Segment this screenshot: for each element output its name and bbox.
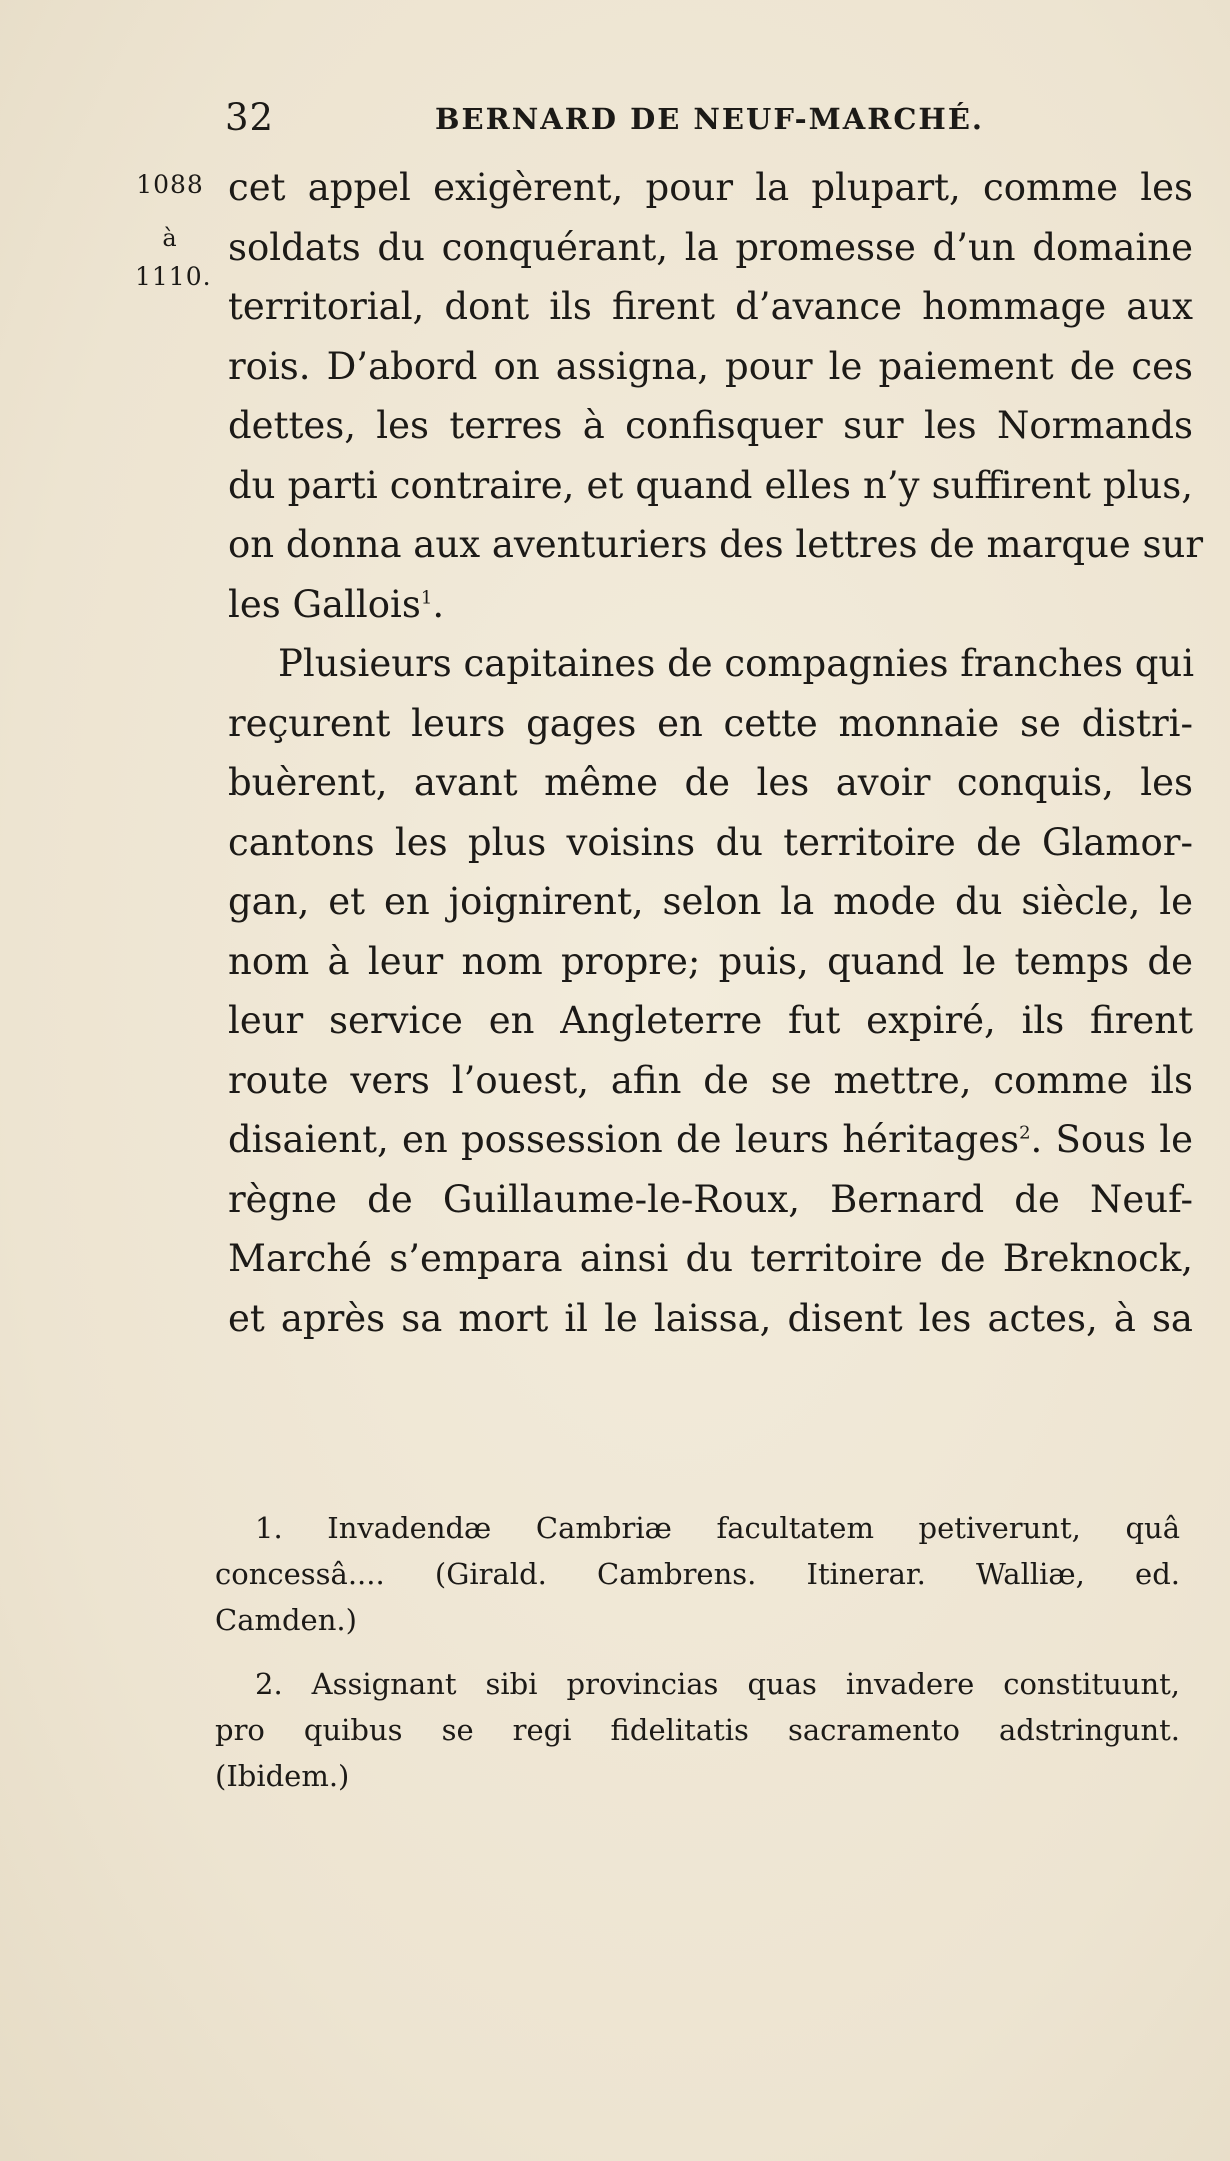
body-text [228, 158, 1204, 1348]
body-line-text: les Gallois [228, 582, 421, 626]
body-line: territorial, dont ils firent d’avance hommage aux [228, 285, 1193, 328]
footnote-2-line: (Ibidem.) [215, 1759, 350, 1793]
body-line: soldats du conquérant, la promesse d’un domaine [228, 225, 1193, 269]
body-line: et après sa mort il le laissa, disent les actes, à sa [228, 1296, 1193, 1340]
footnote-ref-2: 2 [1019, 1122, 1031, 1144]
margin-connector: à [162, 224, 178, 252]
body-line-with-note-ref [228, 575, 1193, 635]
body-line: Marché s’empara ainsi du territoire de Breknock, [228, 1237, 1193, 1280]
margin-year-end: 1110. [135, 262, 212, 291]
body-line: reçurent leurs gages en cette monnaie se distri- [228, 701, 1193, 745]
body-line: gan, et en joignirent, selon la mode du siècle, le [228, 880, 1193, 923]
running-title: BERNARD DE NEUF-MARCHÉ. [435, 102, 985, 136]
note-ref-trailing: . [432, 582, 445, 626]
body-line-with-note-ref [228, 1110, 1193, 1170]
footnote-ref-1: 1 [420, 587, 433, 609]
footnote-2-line: 2. Assignant sibi provincias quas invadere constituunt, [255, 1667, 1180, 1701]
body-line: dettes, les terres à confisquer sur les Normands [228, 404, 1193, 447]
footnote-1-line: Camden.) [215, 1603, 357, 1637]
body-line: nom à leur nom propre; puis, quand le temps de [228, 939, 1193, 983]
body-line: route vers l’ouest, afin de se mettre, comme ils [228, 1058, 1193, 1102]
body-line: règne de Guillaume-le-Roux, Bernard de Neuf- [228, 1177, 1193, 1221]
footnote-gap [215, 1643, 1180, 1661]
margin-year-start: 1088 [136, 170, 204, 199]
page-number: 32 [225, 96, 275, 139]
note-ref-trailing: . Sous le [1030, 1118, 1193, 1161]
body-line: Plusieurs capitaines de compagnies franches qui [278, 642, 1195, 685]
body-line: cantons les plus voisins du territoire de Glamor- [228, 820, 1193, 864]
body-line: on donna aux aventuriers des lettres de marque sur [228, 523, 1204, 566]
body-line: leur service en Angleterre fut expiré, ils firent [228, 999, 1193, 1042]
body-line: du parti contraire, et quand elles n’y suffirent plus, [228, 463, 1193, 507]
body-line: cet appel exigèrent, pour la plupart, comme les [228, 166, 1193, 209]
footnote-2-line: pro quibus se regi fidelitatis sacramento adstringunt. [215, 1713, 1180, 1747]
body-line: rois. D’abord on assigna, pour le paiement de ces [228, 344, 1193, 388]
page-header [225, 96, 995, 156]
footnote-1-line: 1. Invadendæ Cambriæ facultatem petiverunt, quâ [255, 1511, 1180, 1545]
footnote-1-line: concessâ.... (Girald. Cambrens. Itinerar. Walliæ, ed. [215, 1557, 1180, 1591]
footnotes [215, 1505, 1180, 1799]
body-line: buèrent, avant même de les avoir conquis, les [228, 761, 1193, 804]
body-line-text: disaient, en possession de leurs héritages [228, 1118, 1020, 1161]
